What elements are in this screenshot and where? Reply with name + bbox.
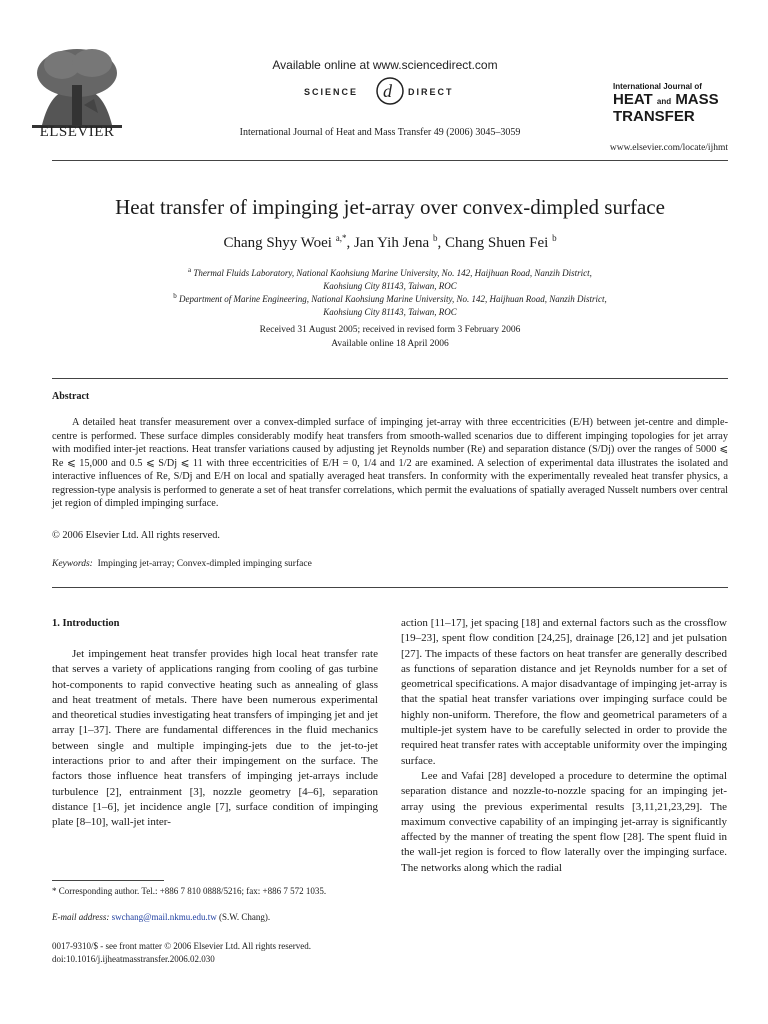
author-superscript[interactable]: a,*: [335, 233, 347, 243]
abstract-copyright: © 2006 Elsevier Ltd. All rights reserved.: [52, 530, 220, 541]
available-date: Available online 18 April 2006: [331, 339, 449, 349]
affiliation-b: [120, 290, 660, 319]
body-column-right: [401, 616, 727, 876]
email-link[interactable]: swchang@mail.nkmu.edu.tw: [111, 912, 217, 922]
sciencedirect-right-text: DIRECT: [408, 87, 454, 97]
journal-logo-title: [613, 92, 753, 124]
keywords-text: Impinging jet-array; Convex-dimpled impinging surface: [97, 559, 312, 569]
author-list: Chang Shyy Woei $^{a,*}$, Jan Yih Jena $^b$, Chang Shuen Fei $^b$: [223, 233, 557, 251]
affiliation-mark: b: [173, 292, 177, 300]
section-heading: 1. Introduction: [52, 618, 120, 629]
abstract-text: A detailed heat transfer measurement over a convex-dimpled surface of impinging jet-array with three eccentricities (E/H) between jet-centre and dimple-centre is performed. These surface dimples considerably modify heat transfers from smooth-walled scenarios due to different impinging topologies for jet array with modified inter-jet reactions. Heat transfer variations caused by adjusting jet Reynolds number (Re) and separation distance (S/Dj) over the ranges of 5000 ⩽ Re ⩽ 15,000 and 0.5 ⩽ S/Dj ⩽ 11 with three eccentricities of E/H = 0, 1/4 and 1/2 are examined. A selection of experimental data illustrates the isolated and interactive influences of Re, S/Dj and E/H on local and spatially averaged heat transfers. In conformity with the experimentally revealed heat transfer physics, a regression-type analysis is performed to generate a set of heat transfer correlations, which permit the evaluations of spatially averaged Nusselt numbers over central jet region of dimpled impinging surface.: [52, 417, 728, 509]
email-label: E-mail address:: [52, 912, 110, 922]
email-suffix: (S.W. Chang).: [218, 912, 271, 922]
abstract-top-divider: [52, 378, 728, 379]
body-paragraph: action [11–17], jet spacing [18] and external factors such as the crossflow [19–23], spent flow condition [24,25], drainage [26,12] and jet pulsation [27]. The impacts of these factors on heat transfer are generally described as functions of separation distance and jet Reynolds number for a set of geometrical specifications. A major disadvantage of impinging jet-array is that the spatial heat transfer variations over impinging surface could be highly non-uniform. Therefore, the flow and geometrical parameters of a multiple-jet system have to be carefully selected in order to provide the required heat transfer rates with acceptable uniformity over the impinging surface.: [401, 617, 727, 767]
svg-text:d: d: [383, 81, 392, 101]
journal-reference: International Journal of Heat and Mass Transfer 49 (2006) 3045–3059: [239, 127, 521, 138]
doi-link[interactable]: doi:10.1016/j.ijheatmasstransfer.2006.02.030: [52, 954, 215, 964]
author-name: Chang Shuen Fei: [444, 235, 549, 251]
sciencedirect-logo-icon: [300, 76, 480, 106]
author-name: Chang Shyy Woei: [223, 235, 332, 251]
corresponding-author-note: * Corresponding author. Tel.: +886 7 810 0888/5216; fax: +886 7 572 1035.: [52, 886, 327, 896]
received-dates: Received 31 August 2005; received in revised form 3 February 2006: [259, 325, 521, 335]
article-title: Heat transfer of impinging jet-array over convex-dimpled surface: [115, 195, 665, 219]
author-superscript[interactable]: b: [432, 233, 438, 243]
body-paragraph: Lee and Vafai [28] developed a procedure to determine the optimal separation distance and nozzle-to-nozzle spacing for an impinging jet-array using the previous experimental results [3,11,21,23,29]. The maximum convective capability of an impinging jet-array is significantly affected by the manner of treating the spent flow [28]. The spent fluid in the wall-jet region is forced to flow laterally over the impinging surface. The networks along which the radial: [401, 769, 727, 874]
author-superscript[interactable]: b: [552, 233, 557, 243]
body-column-left: [52, 647, 378, 831]
affiliation-line: Thermal Fluids Laboratory, National Kaohsiung Marine University, No. 142, Haijhuan Road, Nanzih District,: [193, 268, 592, 278]
email-note: [52, 911, 382, 924]
journal-logo-heat: HEAT: [613, 91, 653, 108]
available-online-text: Available online at www.sciencedirect.com: [272, 58, 498, 72]
journal-logo-mass: MASS: [675, 91, 719, 108]
affiliation-a: [120, 264, 660, 293]
front-matter-note: 0017-9310/$ - see front matter © 2006 Elsevier Ltd. All rights reserved.: [52, 941, 312, 951]
keywords-label: Keywords:: [52, 559, 93, 569]
abstract-heading: Abstract: [52, 391, 90, 402]
journal-logo-small: International Journal of: [613, 82, 702, 91]
publisher-name: ELSEVIER: [39, 124, 115, 140]
abstract-bottom-divider: [52, 587, 728, 588]
affiliation-line: Kaohsiung City 81143, Taiwan, ROC: [323, 281, 457, 291]
affiliation-line: Kaohsiung City 81143, Taiwan, ROC: [323, 307, 457, 317]
affiliation-line: Department of Marine Engineering, National Kaohsiung Marine University, No. 142, Haijhuan Road, Nanzih District,: [179, 294, 607, 304]
affiliation-mark: a: [188, 266, 192, 274]
footnote-divider: [52, 880, 164, 881]
body-paragraph: Jet impingement heat transfer provides high local heat transfer rate that serves a variety of applications ranging from cooling of gas turbine hot-components to rapid convective heating such as annealing of glass and heat treatment of metals. There have been numerous experimental and theoretical studies investigating heat transfers of impinging jet and jet array [1–37]. There are fundamental differences in the fluid mechanics between single and multiple impinging-jets due to the jet-to-jet interactions prior to and after their impingement on the surface. The factors those influence heat transfers of impinging jet-arrays include turbulence [2], entrainment [3], nozzle geometry [4–6], separation distance [1–6], jet incidence angle [7], surface condition of impinging plate [8–10], wall-jet inter-: [52, 648, 378, 829]
sciencedirect-left-text: SCIENCE: [304, 87, 359, 97]
journal-url-link[interactable]: www.elsevier.com/locate/ijhmt: [609, 143, 728, 153]
journal-logo-and: and: [656, 97, 672, 106]
journal-logo-transfer: TRANSFER: [613, 108, 695, 125]
author-name: Jan Yih Jena: [353, 235, 430, 251]
keywords-line: [52, 559, 312, 569]
header-divider: [52, 160, 728, 161]
